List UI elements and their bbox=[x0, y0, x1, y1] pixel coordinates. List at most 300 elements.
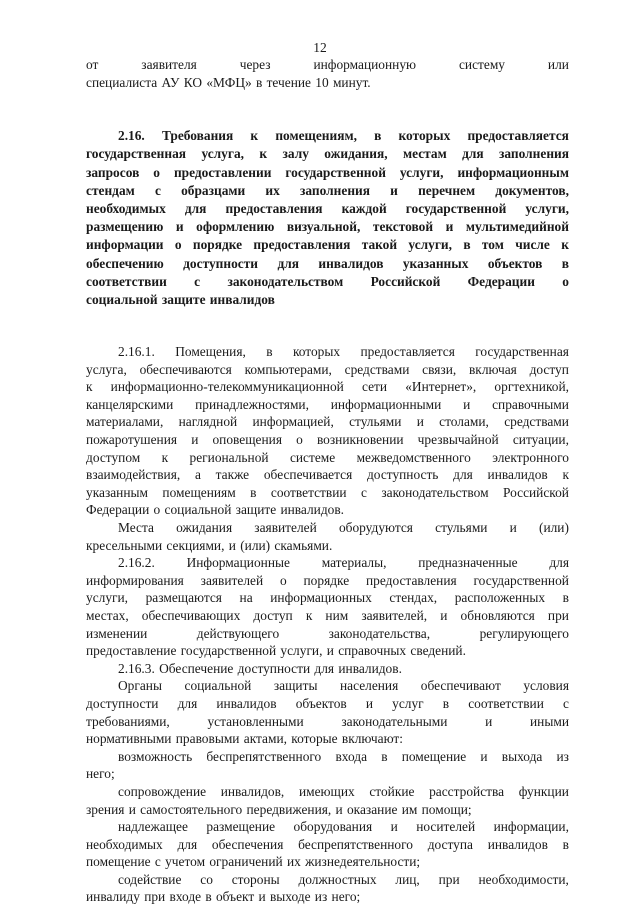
word: государственной bbox=[180, 643, 277, 659]
word: о bbox=[296, 432, 303, 448]
text-line bbox=[86, 431, 569, 449]
word: для bbox=[462, 146, 484, 162]
word: доступа bbox=[427, 836, 473, 852]
word: каждой bbox=[341, 200, 387, 216]
word: носителей bbox=[416, 819, 476, 835]
word: и bbox=[175, 219, 184, 235]
word: законодательством bbox=[227, 273, 344, 289]
text-line bbox=[86, 765, 569, 783]
word: изменении bbox=[86, 625, 148, 641]
word: средствами bbox=[344, 361, 410, 377]
word: и bbox=[258, 889, 266, 905]
word: обеспечению bbox=[86, 255, 164, 271]
word: перечнем bbox=[418, 182, 476, 198]
text-line bbox=[86, 218, 569, 236]
word: доступность bbox=[366, 467, 439, 483]
word: законодательства, bbox=[328, 625, 431, 641]
word: самостоятельного bbox=[140, 801, 243, 817]
word: стендам bbox=[86, 182, 135, 198]
word: с bbox=[194, 273, 201, 289]
word: заявителей bbox=[254, 520, 317, 535]
word: информационных bbox=[270, 590, 372, 606]
word: и bbox=[191, 432, 199, 448]
text-line bbox=[86, 730, 569, 748]
word: сети bbox=[362, 379, 388, 395]
word: к bbox=[305, 607, 313, 623]
word: которых bbox=[292, 344, 341, 360]
text-line bbox=[86, 642, 569, 660]
word: доступности bbox=[237, 660, 311, 676]
word: для bbox=[177, 695, 198, 711]
word: АУ bbox=[161, 74, 180, 90]
word: доступности bbox=[86, 695, 159, 711]
word: беспрепятственного bbox=[298, 836, 413, 852]
word: информационными bbox=[330, 396, 442, 412]
word: инвалидов. bbox=[280, 502, 345, 518]
word: Требования bbox=[161, 128, 234, 144]
word: наглядной bbox=[178, 414, 238, 430]
text-line bbox=[86, 677, 569, 695]
word: государственной bbox=[285, 164, 386, 180]
text-line bbox=[86, 748, 569, 766]
word: предоставления bbox=[366, 572, 457, 588]
word: в bbox=[250, 484, 257, 500]
word: залу bbox=[282, 146, 309, 162]
word: в bbox=[266, 344, 273, 360]
word: информацией, bbox=[252, 414, 334, 430]
text-line bbox=[86, 801, 569, 819]
word: через bbox=[239, 57, 271, 72]
word: к bbox=[86, 379, 93, 395]
word: порядке bbox=[192, 237, 243, 253]
word: социальной bbox=[184, 678, 252, 694]
text-line bbox=[86, 413, 569, 431]
word: пожаротушения bbox=[86, 432, 178, 448]
word: систему bbox=[458, 57, 505, 72]
word: помощи; bbox=[421, 801, 472, 817]
word: для bbox=[184, 200, 207, 216]
word: содействие bbox=[118, 871, 182, 887]
word: «МФЦ» bbox=[206, 74, 252, 90]
word: 2.16.2. bbox=[118, 555, 155, 571]
text-line bbox=[86, 625, 569, 643]
word: актами, bbox=[243, 731, 287, 747]
word: оборудования bbox=[293, 819, 373, 835]
word: в bbox=[381, 748, 388, 764]
word: информации bbox=[86, 237, 164, 253]
word: законодательством bbox=[381, 484, 489, 500]
word: включают: bbox=[341, 731, 403, 747]
word: необходимости, bbox=[478, 871, 569, 887]
word: услуги, bbox=[399, 164, 444, 180]
text-line bbox=[86, 466, 569, 484]
word: для bbox=[453, 467, 473, 483]
word: порядке bbox=[303, 572, 350, 588]
word: обеспечивающих bbox=[141, 607, 241, 623]
word: с bbox=[154, 854, 161, 870]
word: о bbox=[153, 164, 160, 180]
word: Обеспечение bbox=[159, 660, 234, 676]
word: расстройства bbox=[429, 783, 505, 799]
text-line bbox=[86, 853, 569, 871]
word: канцелярскими bbox=[86, 396, 174, 412]
word: защите bbox=[235, 502, 277, 518]
intro-paragraph bbox=[86, 56, 569, 91]
text-line bbox=[86, 449, 569, 467]
word: их bbox=[265, 182, 280, 198]
text-line bbox=[86, 660, 569, 678]
word: оборудуются bbox=[338, 520, 413, 535]
word: системе bbox=[289, 449, 336, 465]
text-line bbox=[86, 127, 569, 145]
text-line bbox=[86, 484, 569, 502]
text-line bbox=[86, 554, 569, 572]
word: информирования bbox=[86, 572, 184, 588]
word: с bbox=[360, 484, 367, 500]
text-line bbox=[86, 871, 569, 889]
word: от bbox=[86, 57, 99, 72]
word: функции bbox=[518, 783, 569, 799]
word: защиты bbox=[273, 678, 318, 694]
word: объект bbox=[215, 889, 255, 905]
word: государственной bbox=[405, 200, 507, 216]
word: инвалидов bbox=[318, 255, 384, 271]
word: секциями, bbox=[166, 537, 225, 553]
word: в bbox=[561, 255, 569, 271]
word: объектов bbox=[295, 695, 347, 711]
word: социальной bbox=[164, 502, 232, 518]
word: расположенных bbox=[454, 590, 546, 606]
word: информационную bbox=[313, 57, 417, 72]
word: необходимых bbox=[86, 200, 166, 216]
word: оказание bbox=[346, 801, 398, 817]
word: имеющих bbox=[298, 783, 355, 799]
word: помещение bbox=[401, 748, 467, 764]
word: «Интернет», bbox=[405, 379, 477, 395]
word: помещениям, bbox=[275, 128, 357, 144]
text-line bbox=[86, 589, 569, 607]
word: заявителей, bbox=[361, 607, 428, 623]
word: услуги, bbox=[280, 643, 323, 659]
word: оповещения bbox=[212, 432, 282, 448]
word: и bbox=[509, 520, 517, 535]
word: Российской bbox=[502, 484, 569, 500]
word: и bbox=[416, 414, 424, 430]
word: стойкие bbox=[369, 783, 415, 799]
text-line bbox=[86, 273, 569, 291]
word: доступности bbox=[183, 255, 259, 271]
word: иными bbox=[530, 713, 569, 729]
word: о bbox=[562, 273, 569, 289]
word: ним bbox=[325, 607, 349, 623]
text-line bbox=[86, 236, 569, 254]
word: соответствии bbox=[86, 273, 167, 289]
word: которых bbox=[398, 128, 451, 144]
word: средствами bbox=[504, 414, 569, 430]
word: с bbox=[563, 695, 569, 711]
word: обновляются bbox=[460, 607, 535, 623]
word: и bbox=[326, 643, 334, 659]
word: такой bbox=[361, 237, 398, 253]
page-number: 12 bbox=[313, 40, 327, 55]
word: с bbox=[154, 182, 161, 198]
word: также bbox=[215, 467, 250, 483]
word: о bbox=[174, 237, 182, 253]
word: текстовой bbox=[372, 219, 434, 235]
word: обеспечиваются bbox=[139, 361, 232, 377]
word: инвалиду bbox=[86, 889, 140, 905]
word: и bbox=[228, 537, 236, 553]
word: которые bbox=[291, 731, 338, 747]
word: соответствии bbox=[270, 484, 347, 500]
word: возникновении bbox=[316, 432, 404, 448]
text-line bbox=[86, 836, 569, 854]
word: заявителей bbox=[200, 572, 264, 588]
word: и bbox=[463, 396, 471, 412]
word: запросов bbox=[86, 164, 140, 180]
text-line bbox=[86, 182, 569, 200]
word: информационно-телекоммуникационной bbox=[110, 379, 344, 395]
word: предоставляется bbox=[360, 344, 455, 360]
word: требованиями, bbox=[86, 713, 170, 729]
section-heading bbox=[86, 127, 569, 309]
word: местах, bbox=[86, 607, 129, 623]
word: возможность bbox=[118, 748, 193, 764]
word: размещаются bbox=[145, 590, 222, 606]
word: для bbox=[314, 660, 335, 676]
word: из bbox=[314, 889, 328, 905]
word: для bbox=[277, 255, 299, 271]
text-line bbox=[86, 501, 569, 519]
word: и bbox=[390, 819, 398, 835]
text-line bbox=[86, 695, 569, 713]
word: числе bbox=[515, 237, 550, 253]
word: кресельными bbox=[86, 537, 163, 553]
word: Российской bbox=[370, 273, 441, 289]
word: ожидания bbox=[176, 520, 233, 535]
word: справочных bbox=[338, 643, 407, 659]
word: оргтехникой, bbox=[494, 379, 569, 395]
word: со bbox=[200, 871, 213, 887]
word: оформлению bbox=[196, 219, 275, 235]
word: ожидания, bbox=[324, 146, 388, 162]
word: предоставлении bbox=[173, 164, 272, 180]
word: (или) bbox=[538, 520, 569, 535]
text-line bbox=[86, 164, 569, 182]
word: государственной bbox=[473, 572, 569, 588]
word: к bbox=[161, 449, 169, 465]
word: указанным bbox=[86, 484, 148, 500]
word: размещению bbox=[86, 219, 164, 235]
text-line bbox=[86, 74, 569, 92]
word: доступ bbox=[529, 361, 569, 377]
word: информации, bbox=[493, 819, 569, 835]
word: инвалидов bbox=[487, 836, 548, 852]
word: предоставляется bbox=[467, 128, 569, 144]
word: установленными bbox=[207, 713, 304, 729]
word: о bbox=[153, 502, 161, 518]
word: в bbox=[205, 889, 212, 905]
word: заявителя bbox=[141, 57, 197, 72]
word: указанных bbox=[402, 255, 469, 271]
word: 10 bbox=[315, 74, 329, 90]
word: включая bbox=[468, 361, 517, 377]
word: услуги, bbox=[525, 200, 569, 216]
word: материалы, bbox=[321, 555, 387, 571]
word: услуги, bbox=[86, 590, 129, 606]
word: услуги, bbox=[408, 237, 452, 253]
word: течение bbox=[266, 74, 311, 90]
word: а bbox=[194, 467, 201, 483]
word: 2.16. bbox=[118, 128, 145, 144]
word: предоставление bbox=[86, 643, 177, 659]
word: заполнения bbox=[300, 182, 370, 198]
word: образцами bbox=[181, 182, 246, 198]
text-line bbox=[86, 818, 569, 836]
word: и bbox=[445, 219, 454, 235]
word: ситуации, bbox=[512, 432, 569, 448]
word: при bbox=[547, 607, 569, 623]
text-line bbox=[86, 713, 569, 731]
word: услуг bbox=[392, 695, 424, 711]
word: и bbox=[365, 695, 374, 711]
word: в bbox=[562, 590, 569, 606]
word: обеспечивают bbox=[420, 678, 501, 694]
word: доступом bbox=[86, 449, 141, 465]
word: условия bbox=[523, 678, 569, 694]
word: заполнения bbox=[499, 146, 569, 162]
word: услуга, bbox=[201, 146, 244, 162]
word: к bbox=[561, 237, 569, 253]
word: при bbox=[438, 871, 460, 887]
word: электронного bbox=[492, 449, 569, 465]
word: населения bbox=[339, 678, 399, 694]
word: него; bbox=[86, 766, 115, 782]
word: помещениям bbox=[162, 484, 236, 500]
word: в bbox=[442, 695, 450, 711]
word: или bbox=[547, 57, 569, 72]
word: выходе bbox=[269, 889, 311, 905]
word: и bbox=[440, 607, 448, 623]
word: мультимедийной bbox=[465, 219, 569, 235]
word: помещение bbox=[86, 854, 151, 870]
word: том bbox=[481, 237, 504, 253]
word: в bbox=[562, 836, 569, 852]
word: Информационные bbox=[186, 555, 290, 571]
word: к bbox=[259, 146, 268, 162]
word: государственная bbox=[475, 344, 569, 360]
word: чрезвычайной bbox=[417, 432, 499, 448]
word: взаимодействия, bbox=[86, 467, 181, 483]
word: сведений. bbox=[410, 643, 466, 659]
word: Места bbox=[118, 520, 154, 535]
word: принадлежностями, bbox=[195, 396, 309, 412]
word: объектов bbox=[487, 255, 543, 271]
word: скамьями. bbox=[274, 537, 333, 553]
word: инвалидов bbox=[209, 291, 275, 307]
word: Органы bbox=[118, 678, 162, 694]
text-line bbox=[86, 200, 569, 218]
word: стульями bbox=[349, 414, 402, 430]
text-line bbox=[86, 537, 569, 555]
word: и bbox=[335, 801, 343, 817]
word: справочными bbox=[492, 396, 569, 412]
text-line bbox=[86, 145, 569, 163]
word: для bbox=[549, 555, 569, 571]
word: необходимых bbox=[86, 836, 163, 852]
word: защите bbox=[161, 291, 206, 307]
text-line bbox=[86, 291, 569, 309]
word: КО bbox=[183, 74, 203, 90]
word: соответствии bbox=[468, 695, 544, 711]
word: инвалидов bbox=[487, 467, 548, 483]
word: беспрепятственного bbox=[206, 748, 322, 764]
word: их bbox=[286, 854, 301, 870]
word: действующего bbox=[196, 625, 280, 641]
text-line bbox=[86, 783, 569, 801]
word: доступ bbox=[253, 607, 293, 623]
word: инвалидов bbox=[216, 695, 277, 711]
word: при bbox=[144, 889, 166, 905]
word: о bbox=[279, 572, 287, 588]
text-line bbox=[86, 572, 569, 590]
word: местам bbox=[402, 146, 447, 162]
word: информационным bbox=[457, 164, 569, 180]
word: размещение bbox=[206, 819, 276, 835]
text-line bbox=[86, 396, 569, 414]
word: учетом bbox=[165, 854, 206, 870]
word: ограничений bbox=[209, 854, 283, 870]
text-line bbox=[86, 378, 569, 396]
word: обеспечения bbox=[211, 836, 284, 852]
word: 2.16.3. bbox=[118, 660, 155, 676]
word: Помещения, bbox=[175, 344, 246, 360]
word: им bbox=[401, 801, 418, 817]
word: к bbox=[562, 467, 569, 483]
page-content bbox=[86, 56, 569, 906]
word: для bbox=[177, 836, 198, 852]
word: 2.16.1. bbox=[118, 344, 155, 360]
word: к bbox=[250, 128, 259, 144]
word: визуальной, bbox=[286, 219, 361, 235]
word: услуга, bbox=[86, 361, 127, 377]
word: социальной bbox=[86, 291, 158, 307]
word: инвалидов. bbox=[338, 660, 402, 676]
word: передвижения, bbox=[246, 801, 332, 817]
word: нормативными bbox=[86, 731, 172, 747]
word: межведомственного bbox=[356, 449, 471, 465]
word: должностных bbox=[298, 871, 377, 887]
word: столами, bbox=[439, 414, 489, 430]
word: (или) bbox=[240, 537, 271, 553]
section-body bbox=[86, 343, 569, 906]
text-line bbox=[86, 519, 569, 537]
word: государственная bbox=[86, 146, 187, 162]
word: и bbox=[480, 748, 488, 764]
word: на bbox=[239, 590, 253, 606]
word: лиц, bbox=[395, 871, 420, 887]
word: предоставления bbox=[225, 200, 323, 216]
word: и bbox=[390, 182, 398, 198]
word: жизнедеятельности; bbox=[305, 854, 421, 870]
word: материалами, bbox=[86, 414, 164, 430]
word: компьютерами, bbox=[244, 361, 332, 377]
word: в bbox=[374, 128, 382, 144]
text-line bbox=[86, 607, 569, 625]
word: него; bbox=[331, 889, 361, 905]
word: стульями bbox=[435, 520, 488, 535]
word: стендах, bbox=[389, 590, 438, 606]
